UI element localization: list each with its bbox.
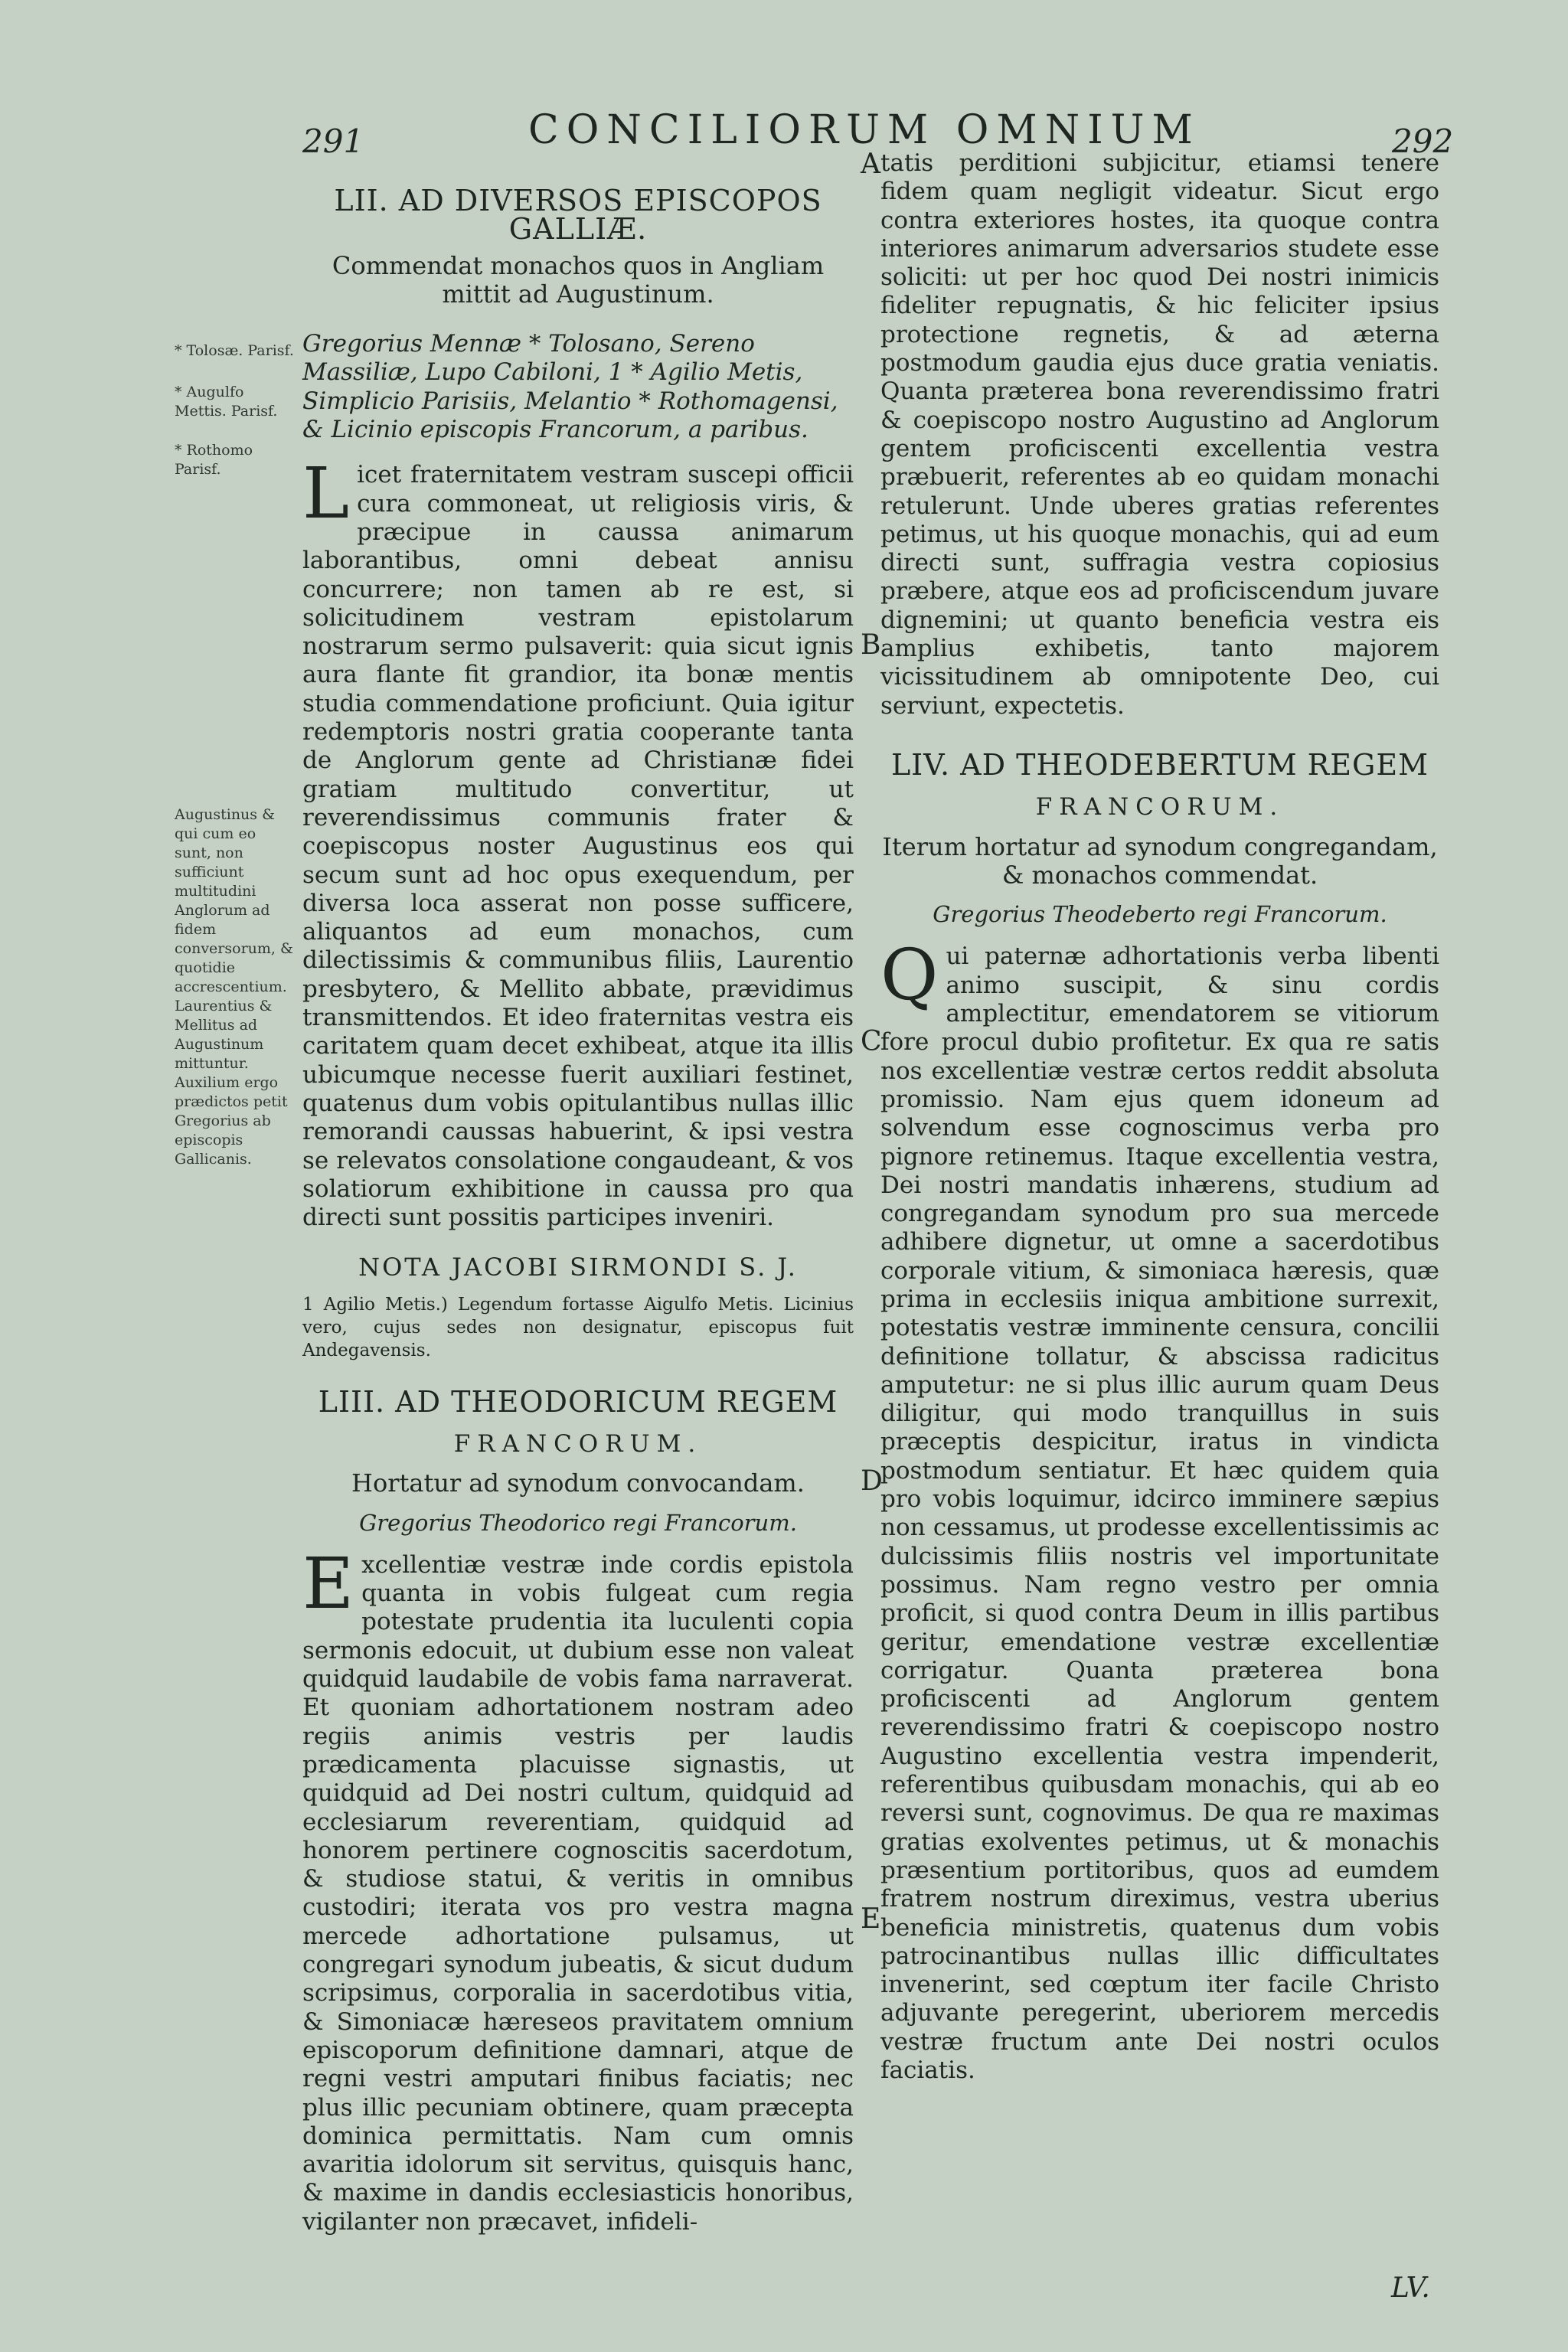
nota-text: 1 Agilio Metis.) Legendum fortasse Aigulfo Metis. Licinius vero, cujus sedes non designatur, episcopus fuit Andegavensis. [302, 1294, 854, 1361]
margin-note-4: Augustinus & qui cum eo sunt, non sufficiunt multitudini Anglorum ad fidem conversorum, & quotidie accrescentium. Laurentius & Mellitus ad Augustinum mittuntur. Auxilium ergo prædictos petit Gregorius ab episcopis Gallicanis. [175, 806, 293, 1168]
drop-cap: Q [880, 934, 939, 1017]
letter-body [302, 452, 854, 1232]
section-mark-d: D [861, 1465, 883, 1497]
letter-heading: LIV. AD THEODEBERTUM REGEM [890, 747, 1429, 782]
nota-title: NOTA JACOBI SIRMONDI S. J. [358, 1253, 798, 1282]
letter-heading: LIII. AD THEODORICUM REGEM [318, 1384, 838, 1419]
margin-note-3: * Rothomo Parisf. [175, 442, 253, 478]
page-number-left: 291 [302, 122, 364, 160]
letter-body [880, 934, 1439, 2085]
margin-note-1: * Tolosæ. Parisf. [175, 342, 294, 359]
right-column [880, 149, 1439, 2085]
drop-cap: L [302, 452, 350, 535]
letter-body-text: xcellentiæ vestræ inde cordis epistola quanta in vobis fulgeat cum regia potestate prudentia ita luculenti copia sermonis edocuit, ut dubium esse non valeat quidquid laudabile de vobis fama narraverat. Et quoniam adhortationem nostram adeo regiis animis vestris per laudis prædicamenta placuisse signastis, ut quidquid ad Dei nostri cultum, quidquid ad ecclesiarum reverentiam, quidquid ad honorem pertinere cognoscitis sacerdotum, & studiose statui, & veritis in omnibus custodiri; iterata vos pro vestra magna mercede adhortatione pulsamus, ut congregari synodum jubeatis, & sicut dudum scripsimus, corporalia in sacerdotibus vitia, & Simoniacæ hæreseos pravitatem omnium episcoporum definitione damnari, atque de regni vestri amputari finibus faciatis; nec plus illic pecuniam obtinere, quam præcepta dominica permittatis. Nam cum omnis avaritia idolorum sit servitus, quisquis hanc, & maxime in dandis ecclesiasticis honoribus, vigilanter non præcavet, infideli- [302, 1550, 854, 2236]
letter-heading-subline: FRANCORUM. [453, 1429, 703, 1458]
letter-salutation: Gregorius Theodorico regi Francorum. [359, 1509, 797, 1536]
continuation-text: tatis perditioni subjicitur, etiamsi tenere fidem quam negligit videatur. Sicut ergo contra exteriores hostes, ita quoque contra interiores animarum adversarios studete esse soliciti: ut per hoc quod Dei nostri inimicis fideliter repugnatis, & hic feliciter ipsius protectione regnetis, & ad æterna postmodum gaudia ejus duce gratia veniatis. Quanta præterea bona reverendissimo fratri & coepiscopo nostro Augustino ad Anglorum gentem proficiscenti excellentia vestra præbuerit, referentes ab eo quidam monachi retulerunt. Unde uberes gratias referentes petimus, ut his quoque monachis, qui ad eum directi sunt, suffragia vestra copiosius præbere, atque eos ad proficiscendum juvare dignemini; ut quanto beneficia vestra eis amplius exhibetis, tanto majorem vicissitudinem ab omnipotente Deo, cui serviunt, expectetis. [880, 149, 1439, 720]
section-mark-a: A [861, 149, 880, 180]
margin-note-2: * Augulfo Mettis. Parisf. [175, 384, 278, 420]
catchword: LV. [1391, 2272, 1430, 2304]
letter-body [302, 1542, 854, 2236]
section-mark-c: C [861, 1026, 882, 1057]
letter-summary: Hortatur ad synodum convocandam. [351, 1468, 805, 1498]
letter-summary: Iterum hortatur ad synodum congregandam, & monachos commendat. [882, 831, 1438, 890]
letter-heading-subline: FRANCORUM. [1035, 793, 1285, 822]
drop-cap: E [302, 1542, 354, 1625]
letter-summary: Commendat monachos quos in Angliam mittit ad Augustinum. [332, 250, 825, 309]
letter-body-text: icet fraternitatem vestram suscepi officii cura commoneat, ut religiosis viris, & præcipue in caussa animarum laborantibus, omni debeat annisu concurrere; non tamen ab re est, si solicitudinem vestram epistolarum nostrarum sermo pulsaverit: quia sicut ignis aura flante fit grandior, ita bonæ mentis studia commendatione proficiunt. Quia igitur redemptoris nostri gratia cooperante tanta de Anglorum gente ad Christianæ fidei gratiam multitudo convertitur, ut reverendissimus communis frater & coepiscopus noster Augustinus eos qui secum sunt ad hoc opus exequendum, per diversa loca asserat non posse sufficere, aliquantos ad eum monachos, cum dilectissimis & communibus filiis, Laurentio presbytero, & Mellito abbate, prævidimus transmittendos. Et ideo fraternitas vestra eis caritatem quam decet exhibeat, atque ita illis ubicumque necesse fuerit auxiliari festinet, quatenus dum vobis opitulantibus nullas illic remorandi caussas habuerint, & ipsi vestra se relevatos consolatione congaudeant, & vos solatiorum exhibitione in caussa pro qua directi sunt possitis participes inveniri. [302, 461, 854, 1232]
running-title: CONCILIORUM OMNIUM [528, 107, 1200, 153]
letter-body-text: ui paternæ adhortationis verba libenti animo suscipit, & sinu cordis amplectitur, emendatorem se vitiorum fore procul dubio profitetur. Ex qua re satis nos excellentiæ vestræ certos reddit absoluta promissio. Nam ejus quem idoneum ad solvendum esse cognoscimus verba pro pignore retinemus. Itaque excellentia vestra, Dei nostri mandatis inhærens, studium ad congregandam synodum pro sua mercede adhibere dignetur, ut omne a sacerdotibus corporale vitium, & simoniaca hæresis, quæ prima in ecclesiis iniqua ambitione surrexit, potestatis vestræ imminente censura, concilii definitione tollatur, & abscissa radicitus amputetur: ne si plus illic aurum quam Deus diligitur, qui modo tranquillus in suis præceptis despicitur, iratus in vindicta postmodum sentiatur. Et hæc quidem quia pro vobis loquimur, idcirco imminere sæpius non cessamus, ut prodesse excellentissimis ac dulcissimis filiis nostris vel importunitate possimus. Nam regno vestro per omnia proficit, si quod contra Deum in illis partibus geritur, emendatione vestræ excellentiæ corrigatur. Quanta præterea bona proficiscenti ad Anglorum gentem reverendissimo fratri & coepiscopo nostro Augustino excellentia vestra impenderit, referentibus quibusdam monachis, qui ab eo reversi sunt, cognovimus. De qua re maximas gratias exolventes petimus, ut & monachis præsentium portitoribus, quos ad eumdem fratrem nostrum direximus, vestra uberius beneficia ministretis, quatenus dum vobis patrocinantibus nullas illic difficultates invenerint, sed cœptum iter facile Christo adjuvante peregerint, uberiorem mercedis vestræ fructum ante Dei nostri oculos faciatis. [880, 942, 1439, 2084]
section-mark-b: B [861, 629, 881, 661]
page-number-right: 292 [1392, 122, 1454, 160]
letter-salutation: Gregorius Theodeberto regi Francorum. [933, 901, 1387, 928]
letter-salutation: Gregorius Mennæ * Tolosano, Sereno Massiliæ, Lupo Cabiloni, 1 * Agilio Metis, Simplicio Parisiis, Melantio * Rothomagensi, & Licinio episcopis Francorum, a paribus. [302, 330, 838, 444]
letter-heading: LII. AD DIVERSOS EPISCOPOS GALLIÆ. [334, 184, 822, 247]
left-column [302, 175, 854, 2236]
section-mark-e: E [861, 1903, 881, 1935]
